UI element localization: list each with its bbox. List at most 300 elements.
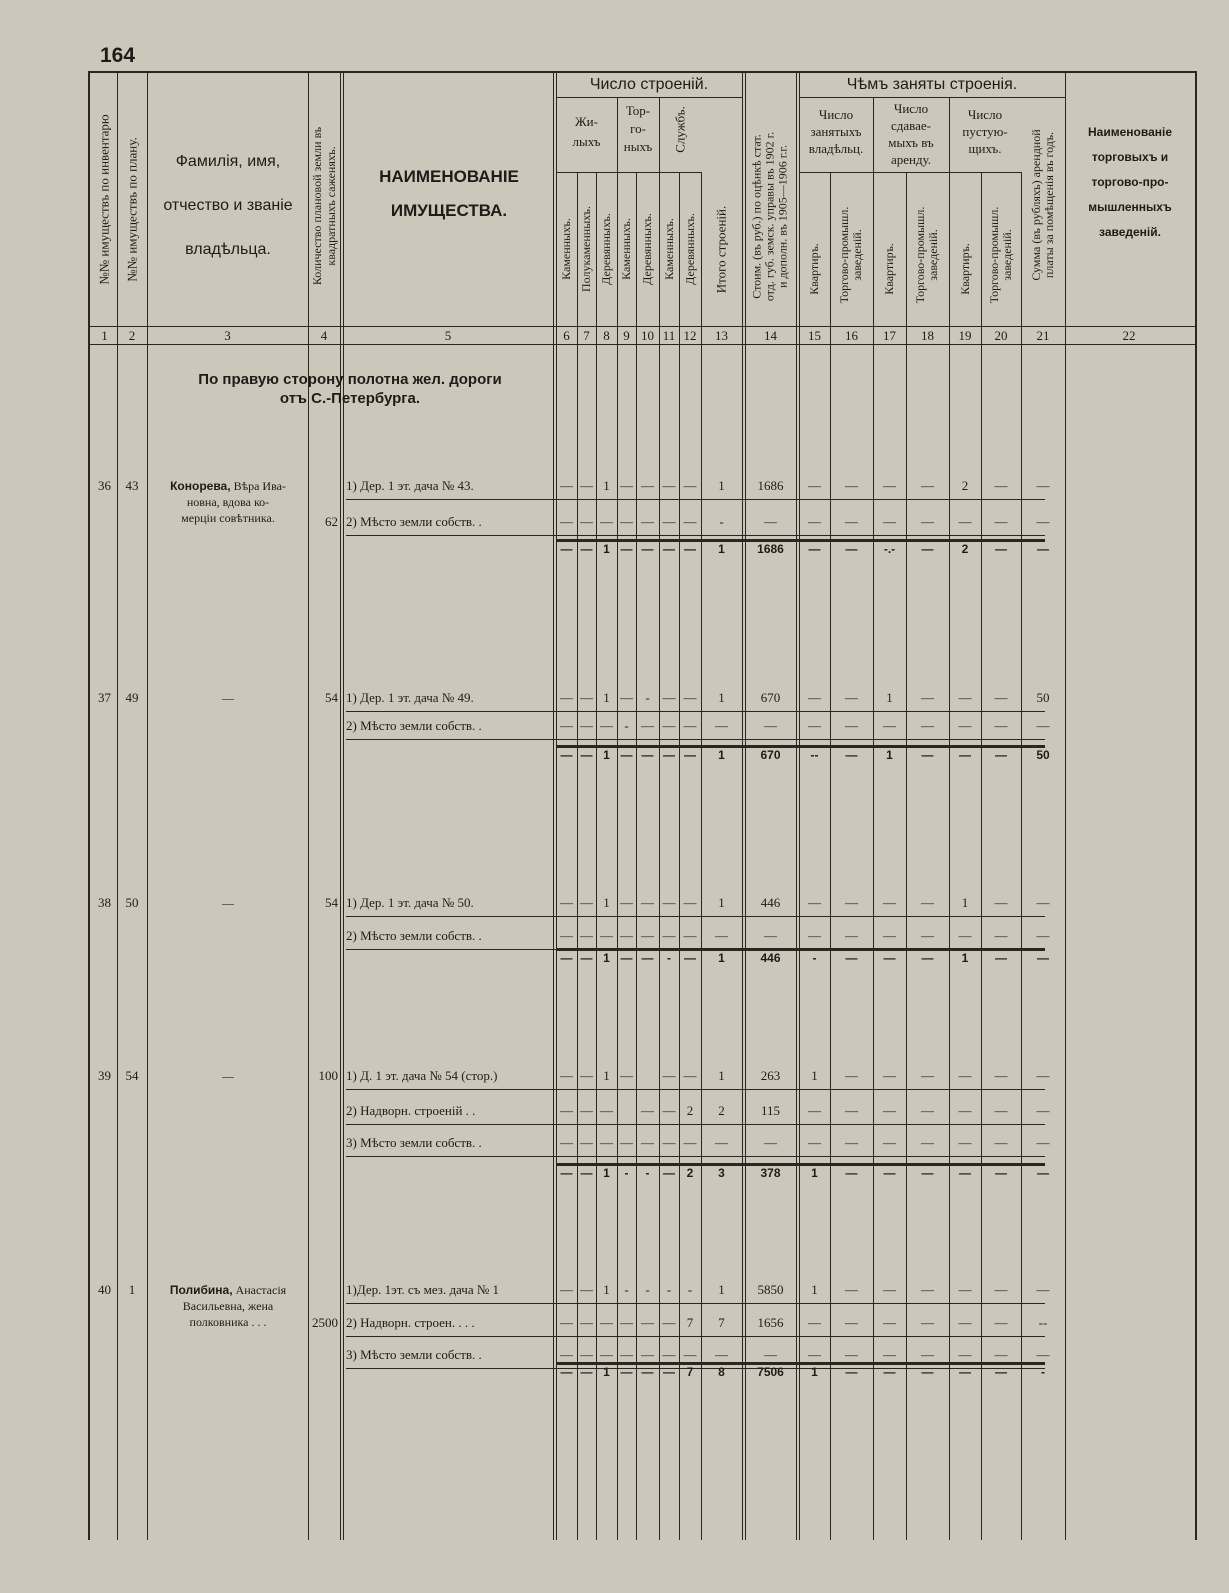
- property-item: 1) Дер. 1 эт. дача № 43.: [346, 478, 474, 493]
- cell-c10: —: [641, 1135, 654, 1150]
- cell-c13: —: [715, 928, 728, 943]
- cell-c12: —: [683, 718, 697, 733]
- total-c21: —: [1037, 951, 1049, 965]
- cell-c11: —: [662, 928, 676, 943]
- column-number: 17: [883, 328, 896, 343]
- cell-c19: 1: [961, 895, 969, 910]
- cell-c6: —: [560, 895, 573, 910]
- column-rule: [830, 172, 831, 1540]
- cell-c13: 1: [718, 1282, 725, 1297]
- cell-c7: —: [580, 895, 593, 910]
- cell-c16: —: [845, 1135, 858, 1150]
- cell-c6: —: [560, 1282, 573, 1297]
- cell-c13: -: [719, 514, 724, 529]
- cell-c6: —: [560, 1068, 573, 1083]
- cell-c17: —: [883, 1135, 896, 1150]
- total-c9: —: [620, 542, 633, 556]
- cell-c9: —: [620, 1315, 633, 1330]
- column-rule: [659, 97, 660, 172]
- owner-detail: —: [222, 896, 234, 910]
- total-c17: —: [883, 1365, 896, 1379]
- total-c11: —: [663, 748, 675, 762]
- cell-c14: 1686: [757, 478, 784, 493]
- cell-c21: —: [1036, 895, 1050, 910]
- cell-c19: —: [958, 1347, 972, 1362]
- header-c15: Квартиръ.: [807, 243, 821, 295]
- column-number: 11: [662, 328, 676, 343]
- total-c12: —: [684, 951, 696, 965]
- total-c11: -: [667, 951, 671, 965]
- property-item: 2) Надворн. строен. . . .: [346, 1315, 475, 1330]
- cell-c16: —: [845, 514, 858, 529]
- total-c19: —: [959, 1166, 971, 1180]
- inventory-number: 38: [98, 895, 111, 910]
- owner-detail: новна, вдова ко-: [186, 495, 270, 509]
- cell-c12: —: [683, 928, 697, 943]
- cell-c16: —: [845, 1282, 858, 1297]
- cell-c7: —: [580, 1135, 593, 1150]
- land-area: 62: [325, 514, 338, 529]
- property-item: 1) Дер. 1 эт. дача № 49.: [346, 690, 474, 705]
- column-rule: [343, 71, 344, 1540]
- header-c16: Торгово-промышл. заведеній.: [837, 206, 864, 304]
- cell-c6: —: [560, 718, 573, 733]
- land-area: 100: [318, 1068, 338, 1083]
- header-residential: Жи- лыхъ: [572, 114, 601, 149]
- cell-c17: —: [883, 514, 896, 529]
- cell-c15: —: [808, 895, 821, 910]
- cell-c12: —: [683, 690, 697, 705]
- header-c9: Каменныхъ.: [619, 218, 633, 280]
- cell-c9: —: [620, 895, 633, 910]
- property-item: 2) Мѣсто земли собств. .: [346, 514, 482, 529]
- total-c10: —: [641, 951, 654, 965]
- cell-c15: —: [808, 514, 821, 529]
- cell-c8: —: [600, 514, 613, 529]
- cell-c8: —: [600, 1315, 613, 1330]
- cell-c16: —: [845, 1068, 858, 1083]
- cell-c18: —: [921, 1135, 934, 1150]
- cell-c20: —: [994, 478, 1008, 493]
- cell-c12: —: [683, 1068, 697, 1083]
- total-c11: —: [663, 1166, 675, 1180]
- cell-c6: —: [560, 690, 573, 705]
- total-c7: —: [580, 1365, 593, 1379]
- cell-c20: —: [994, 1282, 1008, 1297]
- cell-c11: —: [662, 690, 676, 705]
- cell-c16: —: [845, 478, 858, 493]
- total-c7: —: [580, 542, 593, 556]
- header-c21: Сумма (въ рубляхъ) арендной платы за помѣщенія въ годъ.: [1029, 129, 1056, 281]
- cell-c19: —: [958, 1135, 972, 1150]
- cell-c14: —: [764, 718, 777, 733]
- owner-name: [150, 895, 306, 911]
- total-c9: —: [620, 951, 633, 965]
- cell-c11: —: [662, 895, 676, 910]
- cell-c7: —: [580, 928, 593, 943]
- cell-c11: -: [666, 1282, 672, 1297]
- item-underline: [346, 535, 1045, 536]
- cell-c19: —: [958, 690, 972, 705]
- column-number: 18: [921, 328, 934, 343]
- cell-c19: —: [958, 514, 972, 529]
- total-c8: 1: [603, 951, 610, 965]
- total-c21: —: [1037, 542, 1049, 556]
- column-rule: [553, 71, 554, 1540]
- cell-c18: —: [921, 1347, 934, 1362]
- total-c19: 2: [961, 542, 969, 556]
- total-c6: —: [560, 1166, 573, 1180]
- land-area: 2500: [312, 1315, 338, 1330]
- cell-c11: —: [662, 1315, 676, 1330]
- total-c17: —: [883, 951, 896, 965]
- cell-c6: —: [560, 478, 573, 493]
- cell-c9: —: [620, 514, 633, 529]
- cell-c15: —: [808, 690, 821, 705]
- cell-c10: —: [641, 514, 654, 529]
- header-service: Службъ.: [672, 105, 688, 153]
- item-underline: [346, 499, 1045, 500]
- cell-c19: —: [958, 1068, 972, 1083]
- cell-c10: —: [641, 478, 654, 493]
- cell-c18: —: [921, 1103, 934, 1118]
- cell-c13: 1: [718, 895, 725, 910]
- cell-c15: —: [808, 718, 821, 733]
- cell-c17: —: [883, 1347, 896, 1362]
- cell-c6: —: [560, 1103, 573, 1118]
- column-number: 7: [583, 328, 590, 343]
- cell-c21: —: [1036, 514, 1050, 529]
- total-c6: —: [560, 951, 573, 965]
- section-title: По правую сторону полотна жел. дороги отъ С.-Петербурга.: [198, 371, 502, 407]
- header-c13: Итого строеній.: [713, 205, 729, 293]
- property-item: 1) Д. 1 эт. дача № 54 (стор.): [346, 1068, 498, 1083]
- cell-c9: —: [620, 1347, 633, 1362]
- cell-c14: 5850: [757, 1282, 784, 1297]
- column-rule: [117, 71, 118, 1540]
- cell-c8: 1: [603, 1068, 610, 1083]
- total-c15: 1: [811, 1365, 818, 1379]
- total-c21: —: [1037, 1166, 1049, 1180]
- header-c8: Деревянныхъ.: [599, 213, 613, 285]
- column-rule: [617, 172, 618, 1540]
- sub-rule: [556, 172, 701, 173]
- cell-c20: —: [994, 1347, 1008, 1362]
- total-c18: —: [921, 1365, 934, 1379]
- total-c20: —: [995, 1166, 1007, 1180]
- cell-c11: —: [662, 718, 676, 733]
- cell-c13: 2: [718, 1103, 725, 1118]
- cell-c14: 1656: [757, 1315, 784, 1330]
- plan-number: 43: [125, 478, 139, 493]
- total-c14: 670: [760, 748, 781, 762]
- cell-c18: —: [921, 928, 934, 943]
- column-rule: [577, 172, 578, 1540]
- cell-c8: 1: [603, 478, 610, 493]
- property-item: 1)Дер. 1эт. съ мез. дача № 1: [346, 1282, 500, 1297]
- plan-number: 54: [125, 1068, 139, 1083]
- header-c12: Деревянныхъ.: [683, 213, 697, 285]
- total-c7: —: [580, 748, 593, 762]
- cell-c18: —: [921, 514, 934, 529]
- column-number: 13: [715, 328, 728, 343]
- cell-c17: —: [883, 1315, 896, 1330]
- owner-detail: Вѣра Ива-: [233, 479, 286, 493]
- cell-c19: —: [958, 718, 972, 733]
- cell-c21: --: [1038, 1315, 1048, 1330]
- table-right-rule: [1195, 71, 1197, 1540]
- cell-c12: —: [683, 1135, 697, 1150]
- total-c10: —: [641, 1365, 654, 1379]
- column-number: 22: [1122, 328, 1136, 343]
- column-rule: [1065, 71, 1066, 1540]
- cell-c14: 670: [760, 690, 781, 705]
- cell-c19: 2: [961, 478, 969, 493]
- total-c13: 8: [718, 1365, 725, 1379]
- cell-c9: —: [620, 690, 633, 705]
- header-rented: Число сдавае- мыхъ въ аренду.: [888, 101, 934, 167]
- property-item: 1) Дер. 1 эт. дача № 50.: [346, 895, 474, 910]
- cell-c20: —: [994, 928, 1008, 943]
- cell-c7: —: [580, 1347, 593, 1362]
- header-c17: Квартиръ.: [882, 243, 896, 295]
- cell-c18: —: [921, 1315, 934, 1330]
- total-c9: -: [624, 1166, 629, 1180]
- column-number: 4: [320, 328, 328, 343]
- plan-number: 50: [125, 895, 139, 910]
- number-row-rule: [88, 344, 1197, 345]
- cell-c7: —: [580, 478, 593, 493]
- total-c18: —: [921, 542, 934, 556]
- cell-c7: —: [580, 718, 593, 733]
- cell-c9: -: [624, 1282, 629, 1297]
- cell-c16: —: [845, 1103, 858, 1118]
- total-c17: 1: [886, 748, 893, 762]
- header-commercial: Тор- го- ныхъ: [623, 103, 653, 154]
- cell-c18: —: [921, 478, 934, 493]
- cell-c14: 446: [760, 895, 781, 910]
- cell-c12: 7: [686, 1315, 694, 1330]
- header-c10: Деревянныхъ.: [640, 213, 654, 285]
- cell-c15: —: [808, 1315, 821, 1330]
- item-underline: [346, 739, 1045, 740]
- owner-detail: —: [222, 691, 234, 705]
- cell-c17: —: [883, 1282, 896, 1297]
- cell-c20: —: [994, 1103, 1008, 1118]
- cell-c6: —: [560, 1135, 573, 1150]
- total-c17: —: [883, 1166, 896, 1180]
- column-rule: [1021, 172, 1022, 1540]
- total-c20: —: [995, 748, 1007, 762]
- cell-c14: —: [764, 1135, 777, 1150]
- total-c12: —: [684, 542, 696, 556]
- inventory-number: 37: [98, 690, 111, 705]
- total-c14: 7506: [757, 1365, 784, 1379]
- column-rule: [679, 172, 680, 1540]
- plan-number: 49: [125, 690, 139, 705]
- column-rule: [596, 172, 597, 1540]
- column-number: 9: [623, 328, 630, 343]
- cell-c17: —: [883, 895, 896, 910]
- total-c15: --: [810, 748, 819, 762]
- table-top-rule: [88, 71, 1197, 73]
- cell-c13: 7: [718, 1315, 725, 1330]
- total-c10: -: [645, 1166, 650, 1180]
- cell-c8: —: [600, 718, 613, 733]
- cell-c10: —: [641, 895, 654, 910]
- cell-c21: —: [1036, 1135, 1050, 1150]
- cell-c19: —: [958, 1103, 972, 1118]
- cell-c20: —: [994, 1068, 1008, 1083]
- sub-rule: [799, 172, 1021, 173]
- owner-detail: полковника . . .: [189, 1315, 267, 1329]
- cell-c21: —: [1036, 478, 1050, 493]
- cell-c16: —: [845, 1315, 858, 1330]
- total-c16: —: [845, 951, 858, 965]
- property-item: 2) Мѣсто земли собств. .: [346, 928, 482, 943]
- group-rule: [556, 97, 742, 98]
- column-number: 1: [101, 328, 108, 343]
- land-area: 54: [325, 895, 338, 910]
- cell-c15: —: [808, 1103, 821, 1118]
- total-c15: -: [812, 951, 817, 965]
- header-c7: Полукаменныхъ.: [579, 205, 593, 293]
- cell-c18: —: [921, 1068, 934, 1083]
- cell-c11: —: [662, 1068, 676, 1083]
- cell-c16: —: [845, 690, 858, 705]
- total-c19: —: [959, 748, 971, 762]
- item-underline: [346, 1089, 1045, 1090]
- total-c12: 7: [686, 1365, 694, 1379]
- cell-c9: —: [620, 1068, 633, 1083]
- cell-c10: —: [641, 928, 654, 943]
- cell-c18: —: [921, 895, 934, 910]
- column-number: 15: [808, 328, 821, 343]
- cell-c8: —: [600, 928, 613, 943]
- total-c9: —: [620, 1365, 633, 1379]
- total-c10: —: [641, 748, 654, 762]
- column-rule: [636, 172, 637, 1540]
- column-number: 6: [563, 328, 570, 343]
- cell-c11: —: [662, 1347, 676, 1362]
- total-c21: -: [1041, 1365, 1045, 1379]
- cell-c10: —: [641, 1315, 654, 1330]
- cell-c10: -: [645, 690, 650, 705]
- cell-c17: —: [883, 1068, 896, 1083]
- property-item: 3) Мѣсто земли собств. .: [346, 1347, 482, 1362]
- column-number: 8: [603, 328, 610, 343]
- cell-c8: 1: [603, 1282, 610, 1297]
- cell-c21: —: [1036, 1103, 1050, 1118]
- cell-c14: —: [764, 514, 777, 529]
- cell-c15: 1: [811, 1282, 818, 1297]
- cell-c21: —: [1036, 718, 1050, 733]
- inventory-number: 36: [98, 478, 111, 493]
- column-number: 19: [958, 328, 972, 343]
- column-rule: [659, 172, 660, 1540]
- cell-c13: —: [715, 718, 728, 733]
- total-c19: —: [959, 1365, 971, 1379]
- column-number: 14: [764, 328, 777, 343]
- cell-c12: —: [683, 478, 697, 493]
- cell-c15: —: [808, 1135, 821, 1150]
- header-owner-occupied: Число занятыхъ владѣльц.: [808, 107, 864, 156]
- item-underline: [346, 711, 1045, 712]
- cell-c16: —: [845, 928, 858, 943]
- total-c18: —: [921, 748, 934, 762]
- total-c6: —: [560, 748, 573, 762]
- header-c20: Торгово-промышл. заведеній.: [987, 206, 1014, 304]
- cell-c10: —: [641, 1347, 654, 1362]
- column-number: 3: [224, 328, 231, 343]
- inventory-number: 39: [98, 1068, 111, 1083]
- total-c13: 1: [718, 748, 725, 762]
- total-c17: -.-: [883, 542, 896, 556]
- cell-c7: —: [580, 1282, 593, 1297]
- cell-c17: —: [883, 478, 896, 493]
- owner-name: [150, 478, 306, 526]
- cell-c9: —: [620, 478, 633, 493]
- header-number-of-buildings: Число строеній.: [589, 76, 709, 93]
- total-c15: 1: [811, 1166, 818, 1180]
- cell-c9: -: [624, 718, 629, 733]
- cell-c10: —: [641, 718, 654, 733]
- cell-c21: —: [1036, 1282, 1050, 1297]
- cell-c8: 1: [603, 690, 610, 705]
- total-c8: 1: [603, 542, 610, 556]
- header-c19: Квартиръ.: [958, 243, 972, 295]
- cell-c11: —: [662, 478, 676, 493]
- total-c6: —: [560, 542, 573, 556]
- table-left-rule: [88, 71, 90, 1540]
- cell-c15: —: [808, 928, 821, 943]
- cell-c12: 2: [686, 1103, 694, 1118]
- item-underline: [346, 1124, 1045, 1125]
- column-number: 16: [845, 328, 858, 343]
- cell-c8: —: [600, 1135, 613, 1150]
- column-rule: [701, 172, 702, 1540]
- cell-c6: —: [560, 1315, 573, 1330]
- cell-c17: —: [883, 928, 896, 943]
- total-c7: —: [580, 1166, 593, 1180]
- cell-c16: —: [845, 895, 858, 910]
- total-c18: —: [921, 951, 934, 965]
- cell-c7: —: [580, 690, 593, 705]
- owner-detail: Анастасія: [235, 1283, 287, 1297]
- header-bottom-rule: [88, 326, 1197, 327]
- column-number: 12: [683, 328, 697, 343]
- total-c13: 3: [718, 1166, 725, 1180]
- owner-detail: Васильевна, жена: [182, 1299, 274, 1313]
- header-owner: Фамилія, имя, отчество и званіе владѣльца.: [163, 153, 293, 258]
- column-number: 5: [444, 328, 452, 343]
- cell-c21: —: [1036, 1347, 1050, 1362]
- cell-c12: —: [683, 514, 697, 529]
- total-c14: 446: [760, 951, 781, 965]
- item-underline: [346, 916, 1045, 917]
- cell-c13: 1: [718, 1068, 725, 1083]
- cell-c20: —: [994, 1135, 1008, 1150]
- item-underline: [346, 1336, 1045, 1337]
- total-c7: —: [580, 951, 593, 965]
- column-rule: [147, 71, 148, 1540]
- property-item: 3) Мѣсто земли собств. .: [346, 1135, 482, 1150]
- header-inventory-number: №№ имуществъ по инвентарю: [96, 113, 112, 285]
- cell-c6: —: [560, 1347, 573, 1362]
- total-c16: —: [845, 1166, 858, 1180]
- cell-c6: —: [560, 514, 573, 529]
- cell-c17: —: [883, 1103, 896, 1118]
